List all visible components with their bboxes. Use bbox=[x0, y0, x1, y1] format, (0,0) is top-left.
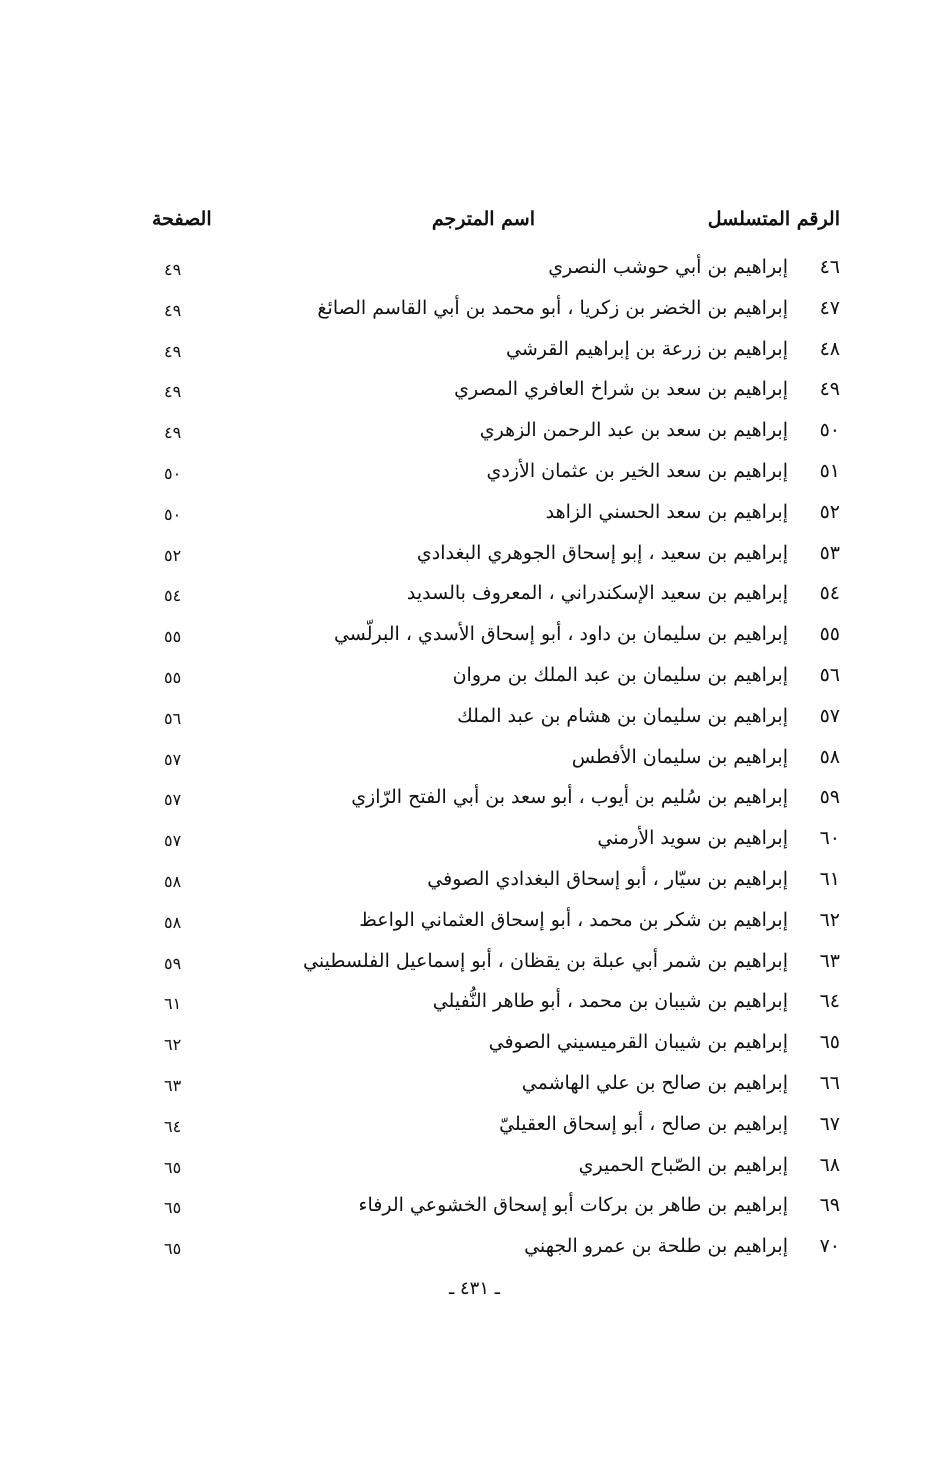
translated-name: إبراهيم بن شكر بن محمد ، أبو إسحاق العثماني الواعظ bbox=[359, 908, 788, 931]
serial-number: ٥٥ bbox=[819, 623, 840, 646]
translated-name: إبراهيم بن سعد بن شراخ العافري المصري bbox=[454, 378, 788, 401]
page-reference: ٥٨ bbox=[164, 912, 182, 932]
translated-name: إبراهيم بن سعد الحسني الزاهد bbox=[545, 500, 788, 523]
page-reference: ٤٩ bbox=[164, 341, 182, 361]
table-row bbox=[140, 415, 840, 456]
serial-number: ٦٧ bbox=[819, 1112, 840, 1135]
page-heading: الصفحة bbox=[152, 208, 212, 230]
table-row bbox=[140, 538, 840, 579]
translated-name: إبراهيم بن سُليم بن أيوب ، أبو سعد بن أبي الفتح الرّازي bbox=[351, 786, 788, 809]
serial-number: ٦٢ bbox=[819, 908, 840, 931]
table-row bbox=[140, 1068, 840, 1109]
index-table bbox=[140, 252, 840, 1272]
page-reference: ٥٨ bbox=[164, 871, 182, 891]
translated-name: إبراهيم بن طاهر بن بركات أبو إسحاق الخشوعي الرفاء bbox=[358, 1194, 788, 1217]
translated-name: إبراهيم بن سليمان بن هشام بن عبد الملك bbox=[457, 704, 788, 727]
table-row bbox=[140, 1150, 840, 1191]
table-row bbox=[140, 1027, 840, 1068]
page-reference: ٦٢ bbox=[164, 1035, 182, 1055]
table-row bbox=[140, 742, 840, 783]
page-reference: ٥٧ bbox=[164, 790, 182, 810]
translated-name: إبراهيم بن سليمان بن داود ، أبو إسحاق الأسدي ، البرلّسي bbox=[333, 623, 788, 646]
serial-number: ٦٦ bbox=[819, 1071, 840, 1094]
page-number: ـ ٤٣١ ـ bbox=[448, 1278, 500, 1299]
page-reference: ٦٤ bbox=[164, 1116, 182, 1136]
translated-name: إبراهيم بن سعد بن عبد الرحمن الزهري bbox=[479, 419, 788, 442]
table-row bbox=[140, 1231, 840, 1272]
serial-number: ٦٥ bbox=[819, 1031, 840, 1054]
translated-name: إبراهيم بن سعيد ، إبو إسحاق الجوهري البغدادي bbox=[416, 541, 788, 564]
page-reference: ٦٥ bbox=[164, 1198, 182, 1218]
page-reference: ٦٥ bbox=[164, 1157, 182, 1177]
table-row bbox=[140, 1109, 840, 1150]
table-row bbox=[140, 1190, 840, 1231]
page-reference: ٥٥ bbox=[164, 667, 182, 687]
translated-name: إبراهيم بن زرعة بن إبراهيم القرشي bbox=[506, 337, 788, 360]
serial-number: ٥٦ bbox=[819, 663, 840, 686]
table-row bbox=[140, 456, 840, 497]
translated-name: إبراهيم بن سيّار ، أبو إسحاق البغدادي الصوفي bbox=[427, 867, 788, 890]
table-row bbox=[140, 497, 840, 538]
serial-number-heading: الرقم المتسلسل bbox=[707, 208, 840, 230]
serial-number: ٦٩ bbox=[819, 1194, 840, 1217]
page-reference: ٥٠ bbox=[164, 504, 182, 524]
serial-number: ٥٢ bbox=[819, 500, 840, 523]
translated-name: إبراهيم بن الصّباح الحميري bbox=[578, 1153, 788, 1176]
translated-name: إبراهيم بن صالح بن علي الهاشمي bbox=[521, 1071, 788, 1094]
page-reference: ٦٣ bbox=[164, 1075, 182, 1095]
page-reference: ٥٩ bbox=[164, 953, 182, 973]
table-row bbox=[140, 864, 840, 905]
serial-number: ٧٠ bbox=[819, 1235, 840, 1258]
translated-name: إبراهيم بن سعيد الإسكندراني ، المعروف بالسديد bbox=[406, 582, 788, 605]
table-row bbox=[140, 619, 840, 660]
table-row bbox=[140, 374, 840, 415]
translated-name-heading: اسم المترجم bbox=[431, 208, 535, 230]
page-reference: ٥٤ bbox=[164, 586, 182, 606]
table-row bbox=[140, 701, 840, 742]
serial-number: ٤٧ bbox=[819, 296, 840, 319]
table-row bbox=[140, 252, 840, 293]
translated-name: إبراهيم بن سليمان الأفطس bbox=[571, 745, 788, 768]
serial-number: ٦٣ bbox=[819, 949, 840, 972]
serial-number: ٥٣ bbox=[819, 541, 840, 564]
table-row bbox=[140, 293, 840, 334]
page-reference: ٥٢ bbox=[164, 545, 182, 565]
translated-name: إبراهيم بن شمر أبي عبلة بن يقظان ، أبو إسماعيل الفلسطيني bbox=[303, 949, 788, 972]
serial-number: ٤٩ bbox=[819, 378, 840, 401]
page-reference: ٥٠ bbox=[164, 463, 182, 483]
translated-name: إبراهيم بن صالح ، أبو إسحاق العقيليّ bbox=[499, 1112, 788, 1135]
page-reference: ٦٥ bbox=[164, 1239, 182, 1259]
serial-number: ٥٨ bbox=[819, 745, 840, 768]
table-row bbox=[140, 823, 840, 864]
serial-number: ٥٩ bbox=[819, 786, 840, 809]
serial-number: ٦١ bbox=[819, 867, 840, 890]
page-reference: ٥٧ bbox=[164, 831, 182, 851]
translated-name: إبراهيم بن الخضر بن زكريا ، أبو محمد بن أبي القاسم الصائغ bbox=[317, 296, 788, 319]
table-row bbox=[140, 986, 840, 1027]
translated-name: إبراهيم بن سليمان بن عبد الملك بن مروان bbox=[452, 663, 788, 686]
translated-name: إبراهيم بن سعد الخير بن عثمان الأزدي bbox=[486, 459, 788, 482]
page-reference: ٥٧ bbox=[164, 749, 182, 769]
serial-number: ٥٤ bbox=[819, 582, 840, 605]
serial-number: ٤٦ bbox=[819, 256, 840, 278]
serial-number: ٦٠ bbox=[819, 827, 840, 850]
page-reference: ٤٩ bbox=[164, 423, 182, 443]
table-row bbox=[140, 905, 840, 946]
table-row bbox=[140, 946, 840, 987]
table-row bbox=[140, 334, 840, 375]
serial-number: ٥١ bbox=[819, 459, 840, 482]
serial-number: ٦٨ bbox=[819, 1153, 840, 1176]
page-reference: ٤٩ bbox=[164, 382, 182, 402]
translated-name: إبراهيم بن أبي حوشب النصري bbox=[548, 256, 788, 278]
translated-name: إبراهيم بن طلحة بن عمرو الجهني bbox=[524, 1235, 788, 1258]
page-reference: ٥٥ bbox=[164, 627, 182, 647]
translated-name: إبراهيم بن شيبان بن محمد ، أبو طاهر النُّفيلي bbox=[432, 990, 788, 1013]
page-reference: ٤٩ bbox=[164, 260, 182, 279]
page-reference: ٦١ bbox=[164, 994, 182, 1014]
table-header bbox=[140, 208, 840, 244]
table-row bbox=[140, 782, 840, 823]
table-row bbox=[140, 578, 840, 619]
translated-name: إبراهيم بن سويد الأرمني bbox=[597, 827, 788, 850]
table-row bbox=[140, 660, 840, 701]
page-reference: ٤٩ bbox=[164, 300, 182, 320]
serial-number: ٥٧ bbox=[819, 704, 840, 727]
serial-number: ٦٤ bbox=[819, 990, 840, 1013]
serial-number: ٥٠ bbox=[819, 419, 840, 442]
page-reference: ٥٦ bbox=[164, 708, 182, 728]
translated-name: إبراهيم بن شيبان القرميسيني الصوفي bbox=[488, 1031, 788, 1054]
serial-number: ٤٨ bbox=[819, 337, 840, 360]
